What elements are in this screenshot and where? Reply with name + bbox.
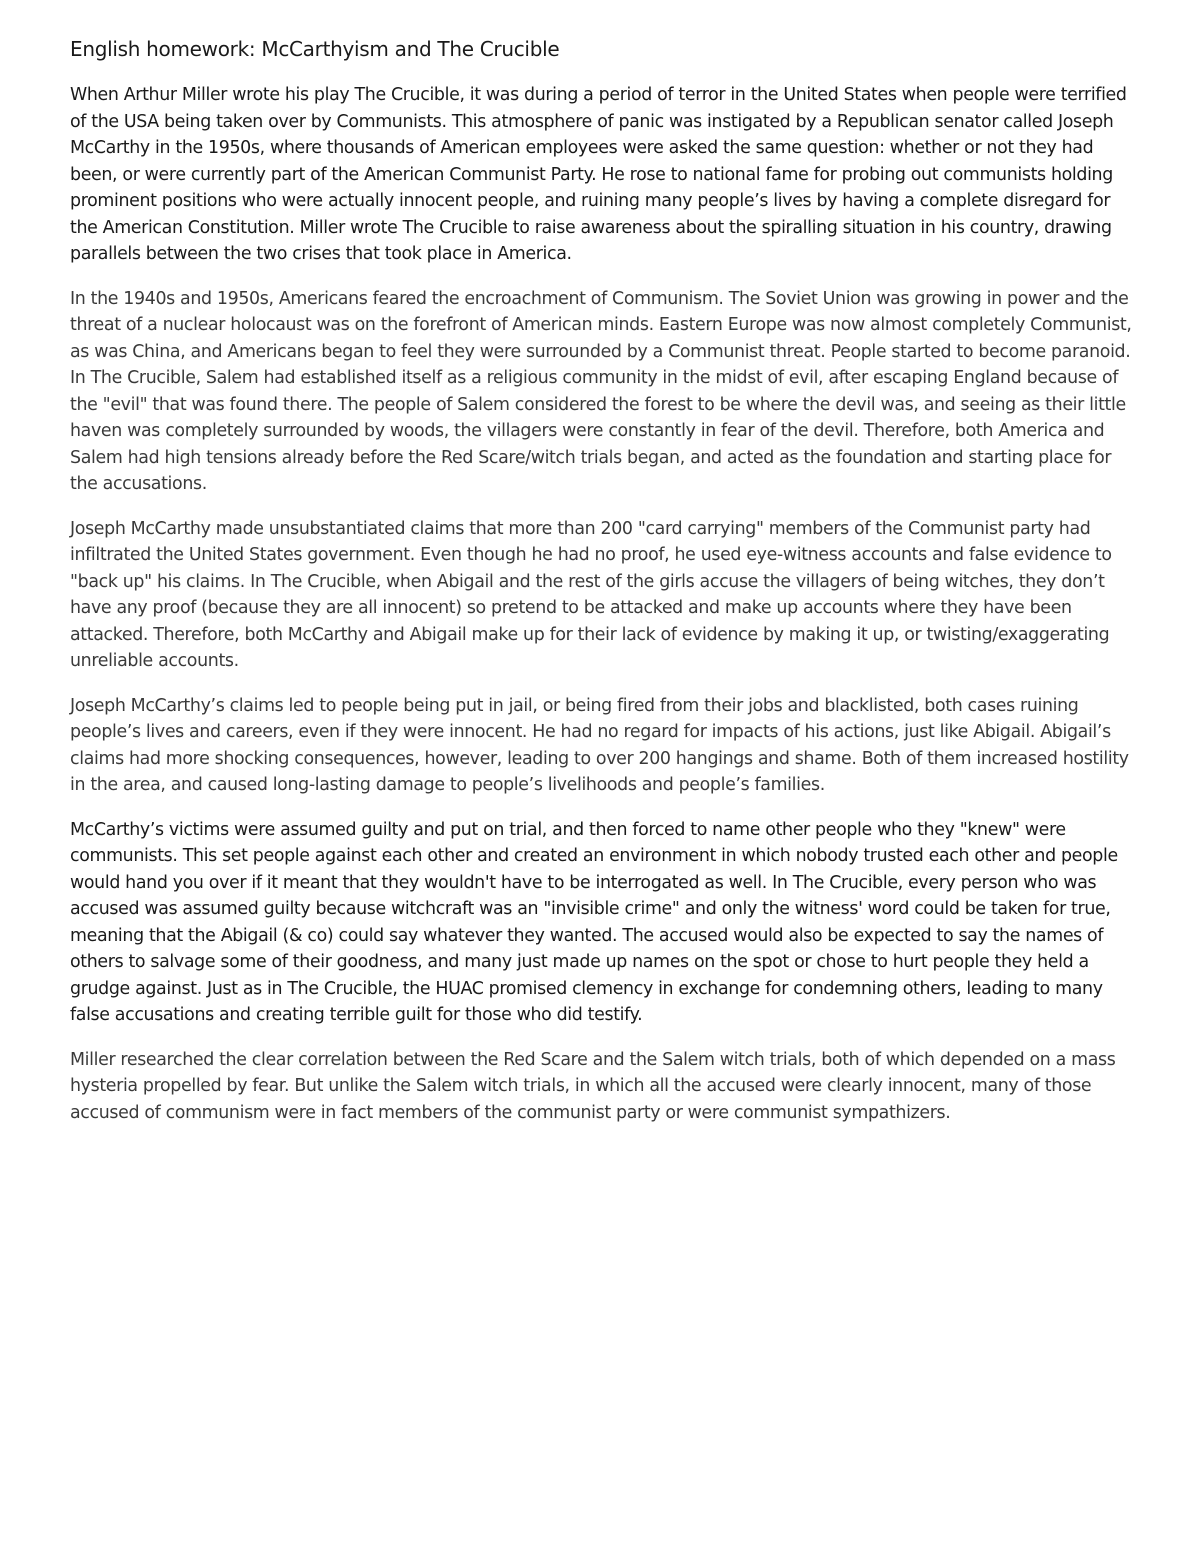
paragraph-claims: Joseph McCarthy made unsubstantiated claims that more than 200 "card carrying" members of the Communist party had infiltrated the United States government. Even though he had no proof, he used eye-witness accounts and false evidence to "back up" his claims. In The Crucible, when Abigail and the rest of the girls accuse the villagers of being witches, they don’t have any proof (because they are all innocent) so pretend to be attacked and make up accounts where they have been attacked. Therefore, both McCarthy and Abigail make up for their lack of evidence by making it up, or twisting/exaggerating unreliable accounts.	[70, 518, 1112, 671]
document-title: English homework: McCarthyism and The Crucible	[70, 37, 560, 61]
paragraph-intro: When Arthur Miller wrote his play The Crucible, it was during a period of terror in the United States when people were terrified of the USA being taken over by Communists. This atmosphere of panic was instigated by a Republican senator called Joseph McCarthy in the 1950s, where thousands of American employees were asked the same question: whether or not they had been, or were currently part of the American Communist Party. He rose to national fame for probing out communists holding prominent positions who were actually innocent people, and ruining many people’s lives by having a complete disregard for the American Constitution. Miller wrote The Crucible to raise awareness about the spiralling situation in his country, drawing parallels between the two crises that took place in America.	[70, 85, 1127, 264]
paragraph-trials: McCarthy’s victims were assumed guilty and put on trial, and then forced to name other people who they "knew" were communists. This set people against each other and created an environment in which nobody trusted each other and people would hand you over if it meant that they wouldn't have to be interrogated as well. In The Crucible, every person who was accused was assumed guilty because witchcraft was an "invisible crime" and only the witness' word could be taken for true, meaning that the Abigail (& co) could say whatever they wanted. The accused would also be expected to say the names of others to salvage some of their goodness, and many just made up names on the spot or chose to hurt people they held a grudge against. Just as in The Crucible, the HUAC promised clemency in exchange for condemning others, leading to many false accusations and creating terrible guilt for those who did testify.	[70, 819, 1118, 1025]
paragraph-consequences: Joseph McCarthy’s claims led to people being put in jail, or being fired from their jobs and blacklisted, both cases ruining people’s lives and careers, even if they were innocent. He had no regard for impacts of his actions, just like Abigail. Abigail’s claims had more shocking consequences, however, leading to over 200 hangings and shame. Both of them increased hostility in the area, and caused long-lasting damage to people’s livelihoods and people’s families.	[70, 695, 1129, 795]
paragraph-context: In the 1940s and 1950s, Americans feared the encroachment of Communism. The Soviet Union was growing in power and the threat of a nuclear holocaust was on the forefront of American minds. Eastern Europe was now almost completely Communist, as was China, and Americans began to feel they were surrounded by a Communist threat. People started to become paranoid. In The Crucible, Salem had established itself as a religious community in the midst of evil, after escaping England because of the "evil" that was found there. The people of Salem considered the forest to be where the devil was, and seeing as their little haven was completely surrounded by woods, the villagers were constantly in fear of the devil. Therefore, both America and Salem had high tensions already before the Red Scare/witch trials began, and acted as the foundation and starting place for the accusations.	[70, 288, 1132, 494]
document-page	[70, 30, 1132, 1126]
paragraph-conclusion: Miller researched the clear correlation between the Red Scare and the Salem witch trials, both of which depended on a mass hysteria propelled by fear. But unlike the Salem witch trials, in which all the accused were clearly innocent, many of those accused of communism were in fact members of the communist party or were communist sympathizers.	[70, 1049, 1116, 1123]
